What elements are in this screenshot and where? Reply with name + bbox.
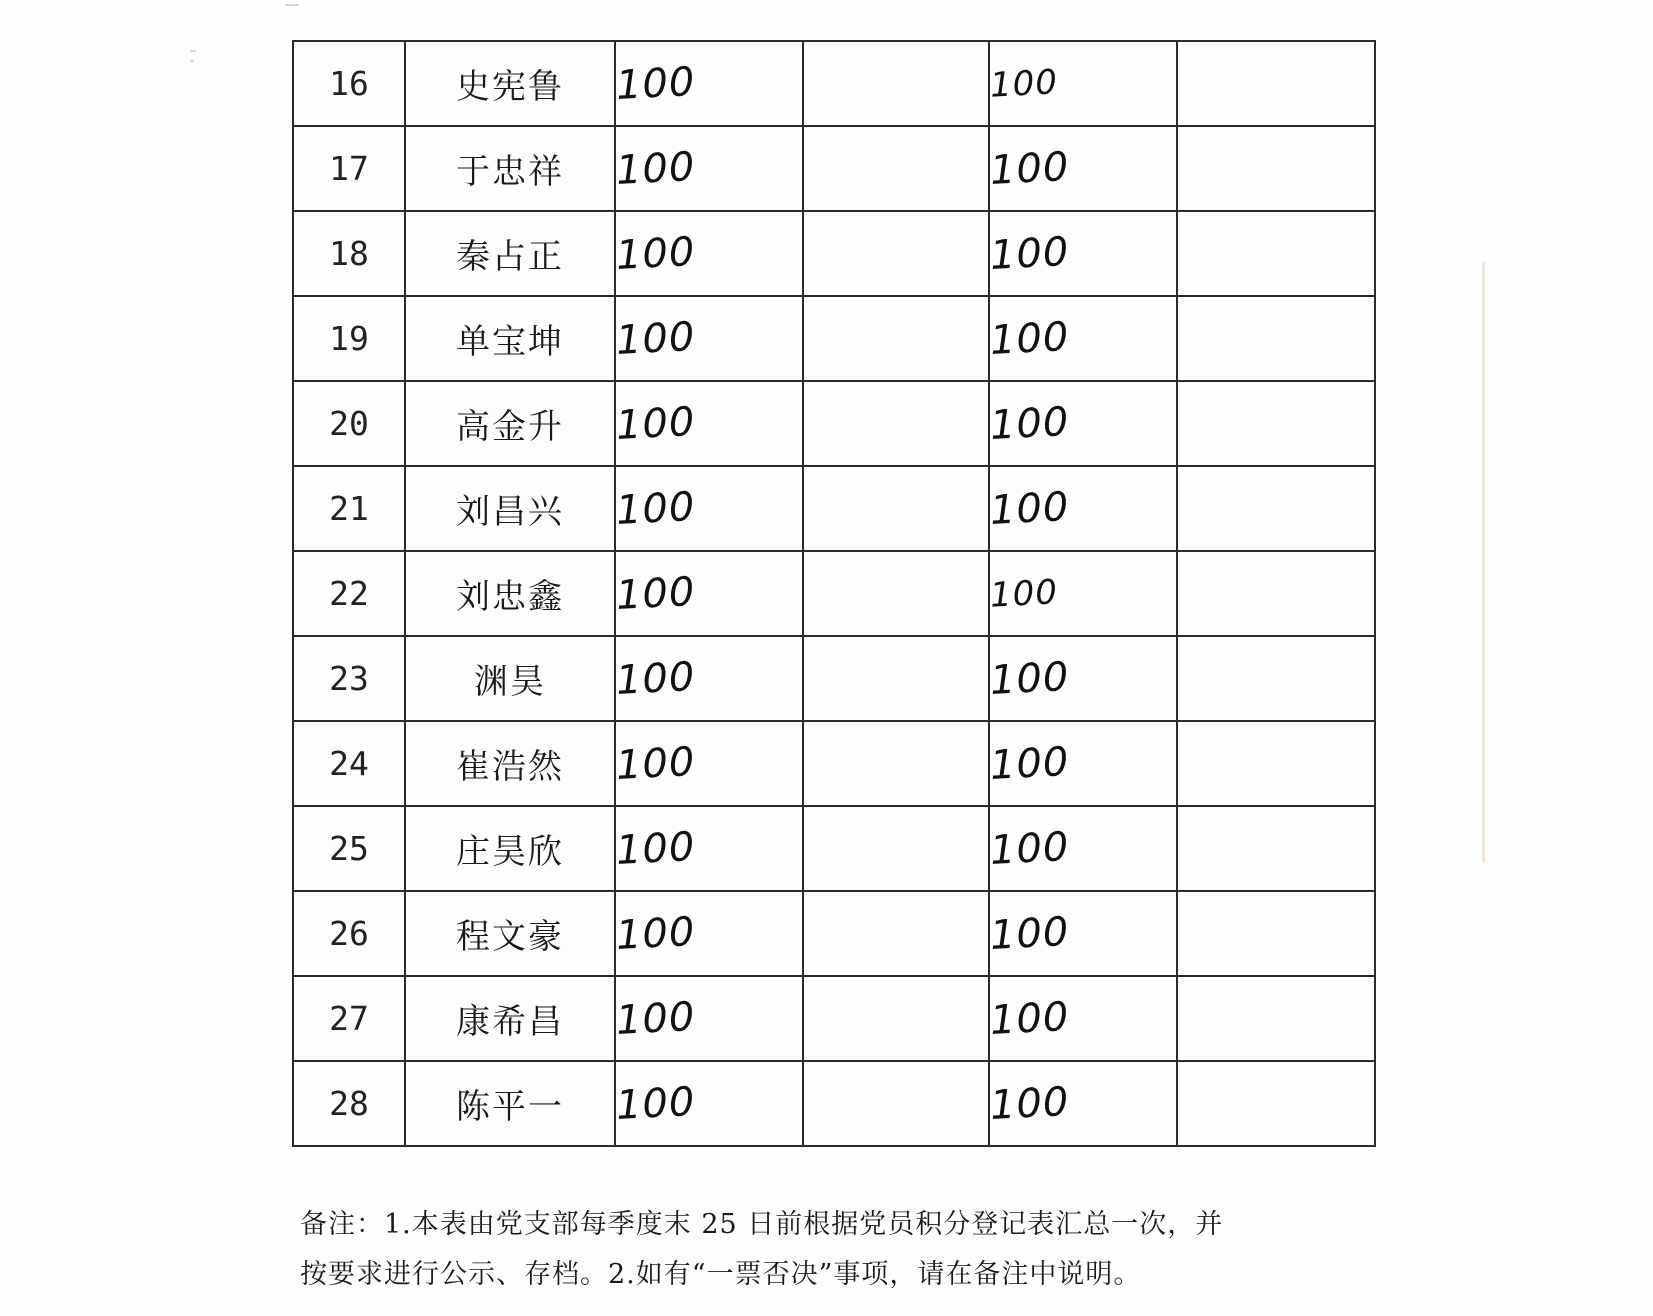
footnote-line-2: 按要求进行公示、存档。2.如有“一票否决”事项，请在备注中说明。	[300, 1259, 1142, 1290]
empty-cell	[1177, 976, 1375, 1061]
empty-cell	[1177, 381, 1375, 466]
handwritten-score-2: 100	[988, 908, 1071, 959]
score-cell-1	[615, 636, 803, 721]
score-table-body	[293, 41, 1375, 1146]
seq-cell: 24	[293, 721, 405, 806]
empty-cell	[803, 551, 989, 636]
score-cell-1	[615, 891, 803, 976]
score-cell-2	[989, 296, 1177, 381]
table-row	[293, 466, 1375, 551]
handwritten-score-2: 100	[988, 398, 1071, 449]
empty-cell	[803, 381, 989, 466]
empty-cell	[1177, 806, 1375, 891]
table-row	[293, 126, 1375, 211]
footnote	[300, 1200, 1380, 1300]
seq-cell: 21	[293, 466, 405, 551]
name-cell: 崔浩然	[405, 721, 615, 806]
empty-cell	[803, 296, 989, 381]
table-row	[293, 1061, 1375, 1146]
score-cell-1	[615, 721, 803, 806]
score-cell-2	[989, 976, 1177, 1061]
empty-cell	[1177, 126, 1375, 211]
empty-cell	[1177, 211, 1375, 296]
handwritten-score-2: 100	[988, 653, 1071, 704]
seq-cell: 23	[293, 636, 405, 721]
seq-cell: 27	[293, 976, 405, 1061]
seq-cell: 22	[293, 551, 405, 636]
score-cell-1	[615, 466, 803, 551]
margin-scan-marks	[190, 0, 300, 90]
table-row	[293, 806, 1375, 891]
empty-cell	[1177, 551, 1375, 636]
name-cell: 于忠祥	[405, 126, 615, 211]
score-cell-2	[989, 211, 1177, 296]
score-cell-2	[989, 551, 1177, 636]
name-cell: 庄昊欣	[405, 806, 615, 891]
name-cell: 刘忠鑫	[405, 551, 615, 636]
score-cell-2	[989, 41, 1177, 126]
handwritten-score-2: 100	[988, 738, 1071, 789]
table-row	[293, 211, 1375, 296]
table-row	[293, 551, 1375, 636]
handwritten-score-1: 100	[614, 313, 697, 364]
empty-cell	[803, 126, 989, 211]
empty-cell	[1177, 636, 1375, 721]
name-cell: 刘昌兴	[405, 466, 615, 551]
empty-cell	[803, 636, 989, 721]
score-cell-1	[615, 126, 803, 211]
seq-cell: 26	[293, 891, 405, 976]
score-cell-1	[615, 296, 803, 381]
score-cell-2	[989, 466, 1177, 551]
scan-edge-shadow	[1482, 262, 1485, 862]
score-cell-1	[615, 1061, 803, 1146]
score-cell-2	[989, 891, 1177, 976]
empty-cell	[803, 891, 989, 976]
handwritten-score-1: 100	[614, 483, 697, 534]
score-cell-2	[989, 126, 1177, 211]
handwritten-score-2: 100	[988, 313, 1071, 364]
empty-cell	[1177, 41, 1375, 126]
table-row	[293, 891, 1375, 976]
handwritten-score-1: 100	[614, 228, 697, 279]
handwritten-score-1: 100	[614, 653, 697, 704]
handwritten-score-1: 100	[614, 993, 697, 1044]
seq-cell: 18	[293, 211, 405, 296]
empty-cell	[803, 41, 989, 126]
handwritten-score-2: 100	[988, 143, 1071, 194]
table-row	[293, 381, 1375, 466]
handwritten-score-2: 100	[988, 228, 1071, 279]
handwritten-score-1: 100	[614, 58, 697, 109]
handwritten-score-1: 100	[614, 568, 697, 619]
name-cell: 单宝坤	[405, 296, 615, 381]
handwritten-score-1: 100	[614, 398, 697, 449]
handwritten-score-2: 100	[988, 483, 1071, 534]
score-cell-1	[615, 41, 803, 126]
empty-cell	[803, 976, 989, 1061]
table-row	[293, 296, 1375, 381]
table-row	[293, 976, 1375, 1061]
table-row	[293, 636, 1375, 721]
handwritten-score-1: 100	[614, 143, 697, 194]
score-table	[292, 40, 1376, 1147]
score-cell-1	[615, 211, 803, 296]
empty-cell	[803, 466, 989, 551]
seq-cell: 17	[293, 126, 405, 211]
handwritten-score-2: 100	[988, 823, 1071, 874]
score-cell-2	[989, 636, 1177, 721]
seq-cell: 20	[293, 381, 405, 466]
empty-cell	[1177, 296, 1375, 381]
handwritten-score-2: 100	[988, 1078, 1071, 1129]
name-cell: 史宪鲁	[405, 41, 615, 126]
score-cell-1	[615, 381, 803, 466]
empty-cell	[1177, 891, 1375, 976]
handwritten-score-1: 100	[614, 823, 697, 874]
name-cell: 高金升	[405, 381, 615, 466]
score-cell-1	[615, 976, 803, 1061]
score-cell-1	[615, 551, 803, 636]
empty-cell	[803, 721, 989, 806]
name-cell: 程文豪	[405, 891, 615, 976]
table-row	[293, 721, 1375, 806]
empty-cell	[803, 806, 989, 891]
handwritten-score-1: 100	[614, 908, 697, 959]
seq-cell: 19	[293, 296, 405, 381]
empty-cell	[803, 1061, 989, 1146]
name-cell: 陈平一	[405, 1061, 615, 1146]
handwritten-score-1: 100	[614, 1078, 697, 1129]
seq-cell: 25	[293, 806, 405, 891]
name-cell: 秦占正	[405, 211, 615, 296]
score-cell-2	[989, 381, 1177, 466]
handwritten-score-2: 100	[988, 993, 1071, 1044]
empty-cell	[1177, 721, 1375, 806]
seq-cell: 16	[293, 41, 405, 126]
empty-cell	[1177, 466, 1375, 551]
name-cell: 渊昊	[405, 636, 615, 721]
empty-cell	[1177, 1061, 1375, 1146]
handwritten-score-2: 100	[988, 571, 1059, 616]
score-cell-2	[989, 721, 1177, 806]
name-cell: 康希昌	[405, 976, 615, 1061]
empty-cell	[803, 211, 989, 296]
handwritten-score-1: 100	[614, 738, 697, 789]
seq-cell: 28	[293, 1061, 405, 1146]
table-row	[293, 41, 1375, 126]
score-cell-2	[989, 806, 1177, 891]
handwritten-score-2: 100	[988, 61, 1059, 106]
footnote-line-1: 备注：1.本表由党支部每季度末 25 日前根据党员积分登记表汇总一次，并	[300, 1209, 1224, 1240]
score-cell-1	[615, 806, 803, 891]
score-cell-2	[989, 1061, 1177, 1146]
